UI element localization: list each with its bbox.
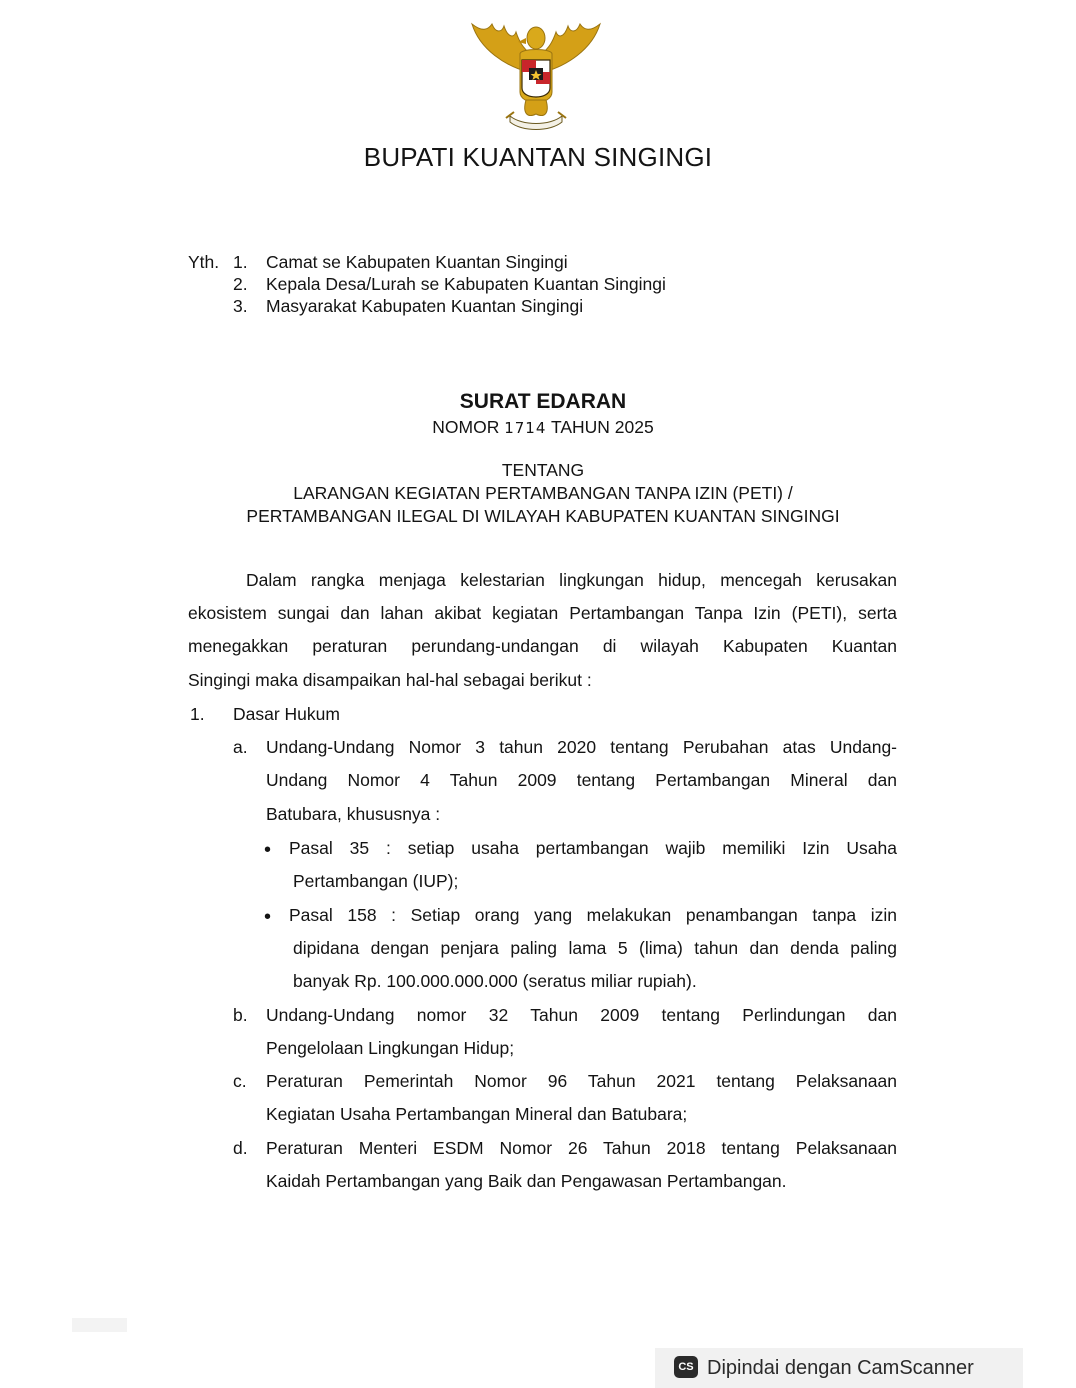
item-text-line: Undang-Undang nomor 32 Tahun 2009 tentang Perlindungan dan xyxy=(266,1005,897,1025)
item-text-line: Batubara, khususnya : xyxy=(266,804,441,824)
document-title: SURAT EDARAN xyxy=(459,390,627,413)
garuda-emblem-icon xyxy=(466,14,606,136)
recipients-label: Yth. xyxy=(188,252,220,272)
recipient-number: 2. xyxy=(233,274,248,294)
item-text-line: Pengelolaan Lingkungan Hidup; xyxy=(266,1038,515,1058)
handwritten-number: 1714 xyxy=(504,419,547,437)
document-number xyxy=(0,416,1076,439)
item-text-line: Kaidah Pertambangan yang Baik dan Pengawasan Pertambangan. xyxy=(266,1171,787,1191)
recipient-number: 3. xyxy=(233,296,248,316)
section-number: 1. xyxy=(190,704,205,724)
bullet-text-line: Pertambangan (IUP); xyxy=(293,871,459,891)
bullet-text-line: banyak Rp. 100.000.000.000 (seratus miliar rupiah). xyxy=(293,971,697,991)
camscanner-logo-icon: CS xyxy=(674,1356,698,1378)
number-prefix: NOMOR xyxy=(432,417,500,437)
number-year: TAHUN 2025 xyxy=(550,417,654,437)
recipient-number: 1. xyxy=(233,252,248,272)
recipient-item: Kepala Desa/Lurah se Kabupaten Kuantan Singingi xyxy=(266,274,666,294)
recipient-item: Camat se Kabupaten Kuantan Singingi xyxy=(266,252,568,272)
item-label: b. xyxy=(233,1005,248,1025)
item-text-line: Kegiatan Usaha Pertambangan Mineral dan Batubara; xyxy=(266,1104,688,1124)
item-label: c. xyxy=(233,1071,247,1091)
item-label: d. xyxy=(233,1138,248,1158)
item-label: a. xyxy=(233,737,248,757)
bullet-icon: • xyxy=(264,839,272,861)
intro-paragraph-line: Dalam rangka menjaga kelestarian lingkungan hidup, mencegah kerusakan xyxy=(246,570,897,590)
subject-line: LARANGAN KEGIATAN PERTAMBANGAN TANPA IZIN (PETI) / xyxy=(293,483,793,503)
item-text-line: Peraturan Menteri ESDM Nomor 26 Tahun 2018 tentang Pelaksanaan xyxy=(266,1138,897,1158)
bullet-text-line: dipidana dengan penjara paling lama 5 (lima) tahun dan denda paling xyxy=(293,938,897,958)
camscanner-watermark-text: Dipindai dengan CamScanner xyxy=(707,1357,974,1379)
intro-paragraph-line: ekosistem sungai dan lahan akibat kegiatan Pertambangan Tanpa Izin (PETI), serta xyxy=(188,603,897,623)
bullet-text-line: Pasal 35 : setiap usaha pertambangan wajib memiliki Izin Usaha xyxy=(289,838,897,858)
subject-line: PERTAMBANGAN ILEGAL DI WILAYAH KABUPATEN KUANTAN SINGINGI xyxy=(246,506,840,526)
about-label: TENTANG xyxy=(501,460,585,480)
item-text-line: Undang-Undang Nomor 3 tahun 2020 tentang Perubahan atas Undang- xyxy=(266,737,897,757)
intro-paragraph-line: menegakkan peraturan perundang-undangan di wilayah Kabupaten Kuantan xyxy=(188,636,897,656)
section-title: Dasar Hukum xyxy=(233,704,340,724)
issuing-authority: BUPATI KUANTAN SINGINGI xyxy=(363,142,713,172)
bullet-icon: • xyxy=(264,906,272,928)
recipient-item: Masyarakat Kabupaten Kuantan Singingi xyxy=(266,296,584,316)
item-text-line: Undang Nomor 4 Tahun 2009 tentang Pertambangan Mineral dan xyxy=(266,770,897,790)
intro-paragraph-line: Singingi maka disampaikan hal-hal sebagai berikut : xyxy=(188,670,592,690)
scan-smudge xyxy=(72,1318,127,1332)
item-text-line: Peraturan Pemerintah Nomor 96 Tahun 2021 tentang Pelaksanaan xyxy=(266,1071,897,1091)
bullet-text-line: Pasal 158 : Setiap orang yang melakukan penambangan tanpa izin xyxy=(289,905,897,925)
